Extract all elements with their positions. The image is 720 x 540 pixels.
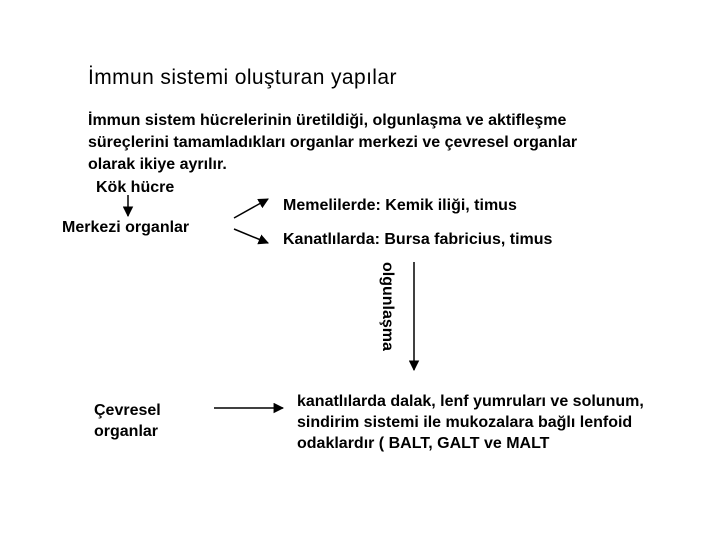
central-to-mammals-arrow — [234, 199, 268, 218]
intro-line: olarak ikiye ayrılır. — [88, 156, 227, 173]
intro-line: İmmun sistem hücrelerinin üretildiği, olgunlaşma ve aktifleşme — [88, 112, 567, 129]
birds-central-organs: Kanatlılarda: Bursa fabricius, timus — [283, 231, 553, 248]
page-title: İmmun sistemi oluşturan yapılar — [88, 66, 397, 89]
maturation-label: olgunlaşma — [379, 262, 396, 351]
central-organs-label: Merkezi organlar — [62, 219, 190, 236]
central-to-birds-arrow — [234, 229, 268, 243]
peripheral-line: organlar — [94, 423, 159, 440]
desc-line: kanatlılarda dalak, lenf yumruları ve solunum, — [297, 393, 644, 410]
peripheral-line: Çevresel — [94, 402, 161, 419]
desc-line: odaklardır ( BALT, GALT ve MALT — [297, 435, 550, 452]
intro-line: süreçlerini tamamladıkları organlar merkezi ve çevresel organlar — [88, 134, 578, 151]
desc-line: sindirim sistemi ile mukozalara bağlı lenfoid — [297, 414, 633, 431]
stem-cell-label: Kök hücre — [96, 179, 175, 196]
mammals-central-organs: Memelilerde: Kemik iliği, timus — [283, 197, 517, 214]
